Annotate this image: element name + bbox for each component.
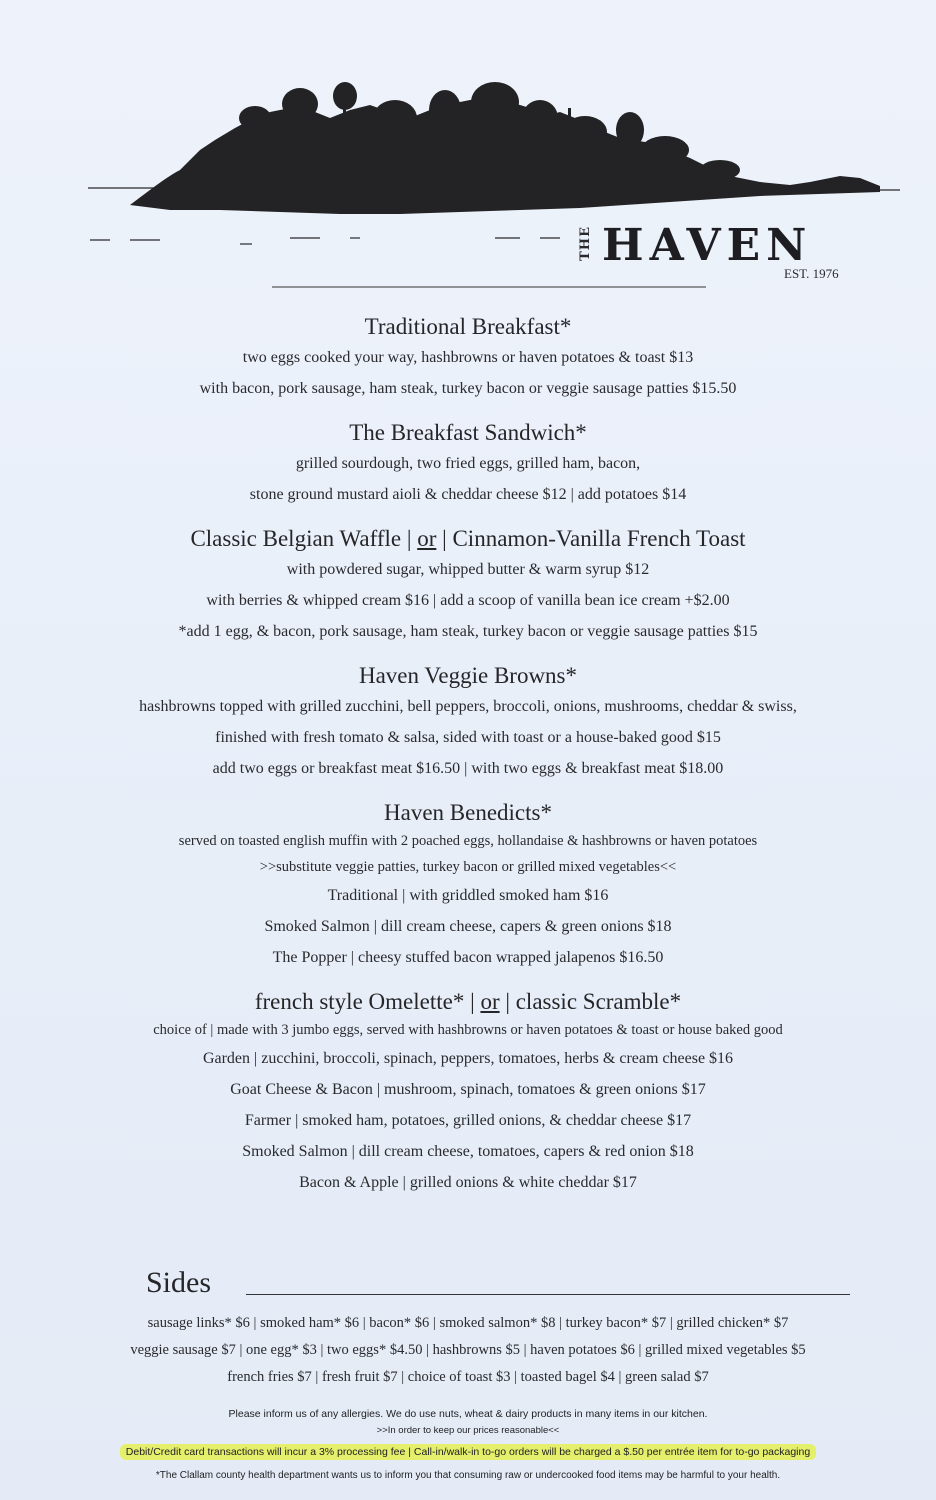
menu-line: with bacon, pork sausage, ham steak, turkey bacon or veggie sausage patties $15.50	[199, 380, 737, 397]
title-part: | Cinnamon-Vanilla French Toast	[436, 526, 746, 551]
section-title: The Breakfast Sandwich*	[349, 420, 587, 445]
sides-line: veggie sausage $7 | one egg* $3 | two eggs* $4.50 | hashbrowns $5 | haven potatoes $6 | grilled mixed vegetables $5	[130, 1342, 806, 1358]
section-title: Haven Veggie Browns*	[358, 663, 578, 688]
section-title	[0, 987, 936, 1017]
section-benedicts	[0, 798, 936, 973]
brand-logo	[574, 220, 894, 281]
menu-line: hashbrowns topped with grilled zucchini, bell peppers, broccoli, onions, mushrooms, cheddar & swiss,	[139, 698, 797, 715]
sides-line: french fries $7 | fresh fruit $7 | choice of toast $3 | toasted bagel $4 | green salad $7	[227, 1369, 709, 1385]
title-part: french style Omelette* |	[254, 989, 481, 1014]
section-title: Haven Benedicts*	[384, 800, 552, 825]
title-or: or	[417, 526, 437, 551]
section-omelette-scramble	[0, 987, 936, 1198]
menu-item: Farmer | smoked ham, potatoes, grilled onions, & cheddar cheese $17	[244, 1112, 692, 1129]
fees-notice: Debit/Credit card transactions will incur a 3% processing fee | Call-in/walk-in to-go orders will be charged a $.50 per entrée item for to-go packaging	[120, 1444, 816, 1460]
menu-item: The Popper | cheesy stuffed bacon wrapped jalapenos $16.50	[272, 949, 664, 966]
menu-body	[0, 312, 936, 1198]
menu-line: stone ground mustard aioli & cheddar cheese $12 | add potatoes $14	[249, 486, 687, 503]
menu-line: add two eggs or breakfast meat $16.50 | with two eggs & breakfast meat $18.00	[212, 760, 724, 777]
menu-footer	[0, 1404, 936, 1486]
menu-item: Garden | zucchini, broccoli, spinach, peppers, tomatoes, herbs & cream cheese $16	[202, 1050, 734, 1067]
menu-item: Smoked Salmon | dill cream cheese, capers & green onions $18	[264, 918, 672, 935]
sides-line: sausage links* $6 | smoked ham* $6 | bacon* $6 | smoked salmon* $8 | turkey bacon* $7 | grilled chicken* $7	[147, 1315, 789, 1331]
menu-item: Traditional | with griddled smoked ham $16	[327, 887, 609, 904]
brand-name: HAVEN	[602, 220, 813, 271]
menu-line: served on toasted english muffin with 2 poached eggs, hollandaise & hashbrowns or haven potatoes	[178, 833, 758, 849]
section-title	[0, 524, 936, 554]
prices-notice: >>In order to keep our prices reasonable<<	[376, 1425, 560, 1436]
menu-line: *add 1 egg, & bacon, pork sausage, ham steak, turkey bacon or veggie sausage patties $15	[178, 623, 758, 640]
menu-line: with berries & whipped cream $16 | add a scoop of vanilla bean ice cream +$2.00	[206, 592, 730, 609]
title-or: or	[480, 989, 500, 1014]
menu-header	[0, 0, 936, 300]
title-part: | classic Scramble*	[499, 989, 682, 1014]
sides-divider	[246, 1294, 850, 1295]
brand-established: EST. 1976	[784, 266, 839, 281]
menu-line: with powdered sugar, whipped butter & warm syrup $12	[286, 561, 650, 578]
menu-item: Smoked Salmon | dill cream cheese, tomatoes, capers & red onion $18	[242, 1143, 694, 1160]
menu-line: finished with fresh tomato & salsa, sided with toast or a house-baked good $15	[215, 729, 721, 746]
sides-title: Sides	[146, 1266, 212, 1299]
menu-line: two eggs cooked your way, hashbrowns or haven potatoes & toast $13	[242, 349, 694, 366]
sides-list	[0, 1310, 936, 1391]
menu-line: >>substitute veggie patties, turkey bacon or grilled mixed vegetables<<	[259, 859, 677, 875]
section-traditional-breakfast	[0, 312, 936, 404]
menu-line: grilled sourdough, two fried eggs, grilled ham, bacon,	[295, 455, 641, 472]
menu-line: choice of | made with 3 jumbo eggs, served with hashbrowns or haven potatoes & toast or house baked good	[153, 1022, 783, 1038]
section-veggie-browns	[0, 661, 936, 784]
title-part: Classic Belgian Waffle |	[190, 526, 418, 551]
menu-item: Bacon & Apple | grilled onions & white cheddar $17	[299, 1174, 637, 1191]
section-breakfast-sandwich	[0, 418, 936, 510]
brand-the: THE	[578, 226, 593, 261]
section-waffle-french-toast	[0, 524, 936, 647]
allergy-notice: Please inform us of any allergies. We do use nuts, wheat & dairy products in many items in our kitchen.	[228, 1408, 708, 1420]
menu-item: Goat Cheese & Bacon | mushroom, spinach, tomatoes & green onions $17	[230, 1081, 706, 1098]
health-notice: *The Clallam county health department wants us to inform you that consuming raw or undercooked food items may be harmful to your health.	[155, 1470, 781, 1481]
section-title: Traditional Breakfast*	[364, 314, 572, 339]
